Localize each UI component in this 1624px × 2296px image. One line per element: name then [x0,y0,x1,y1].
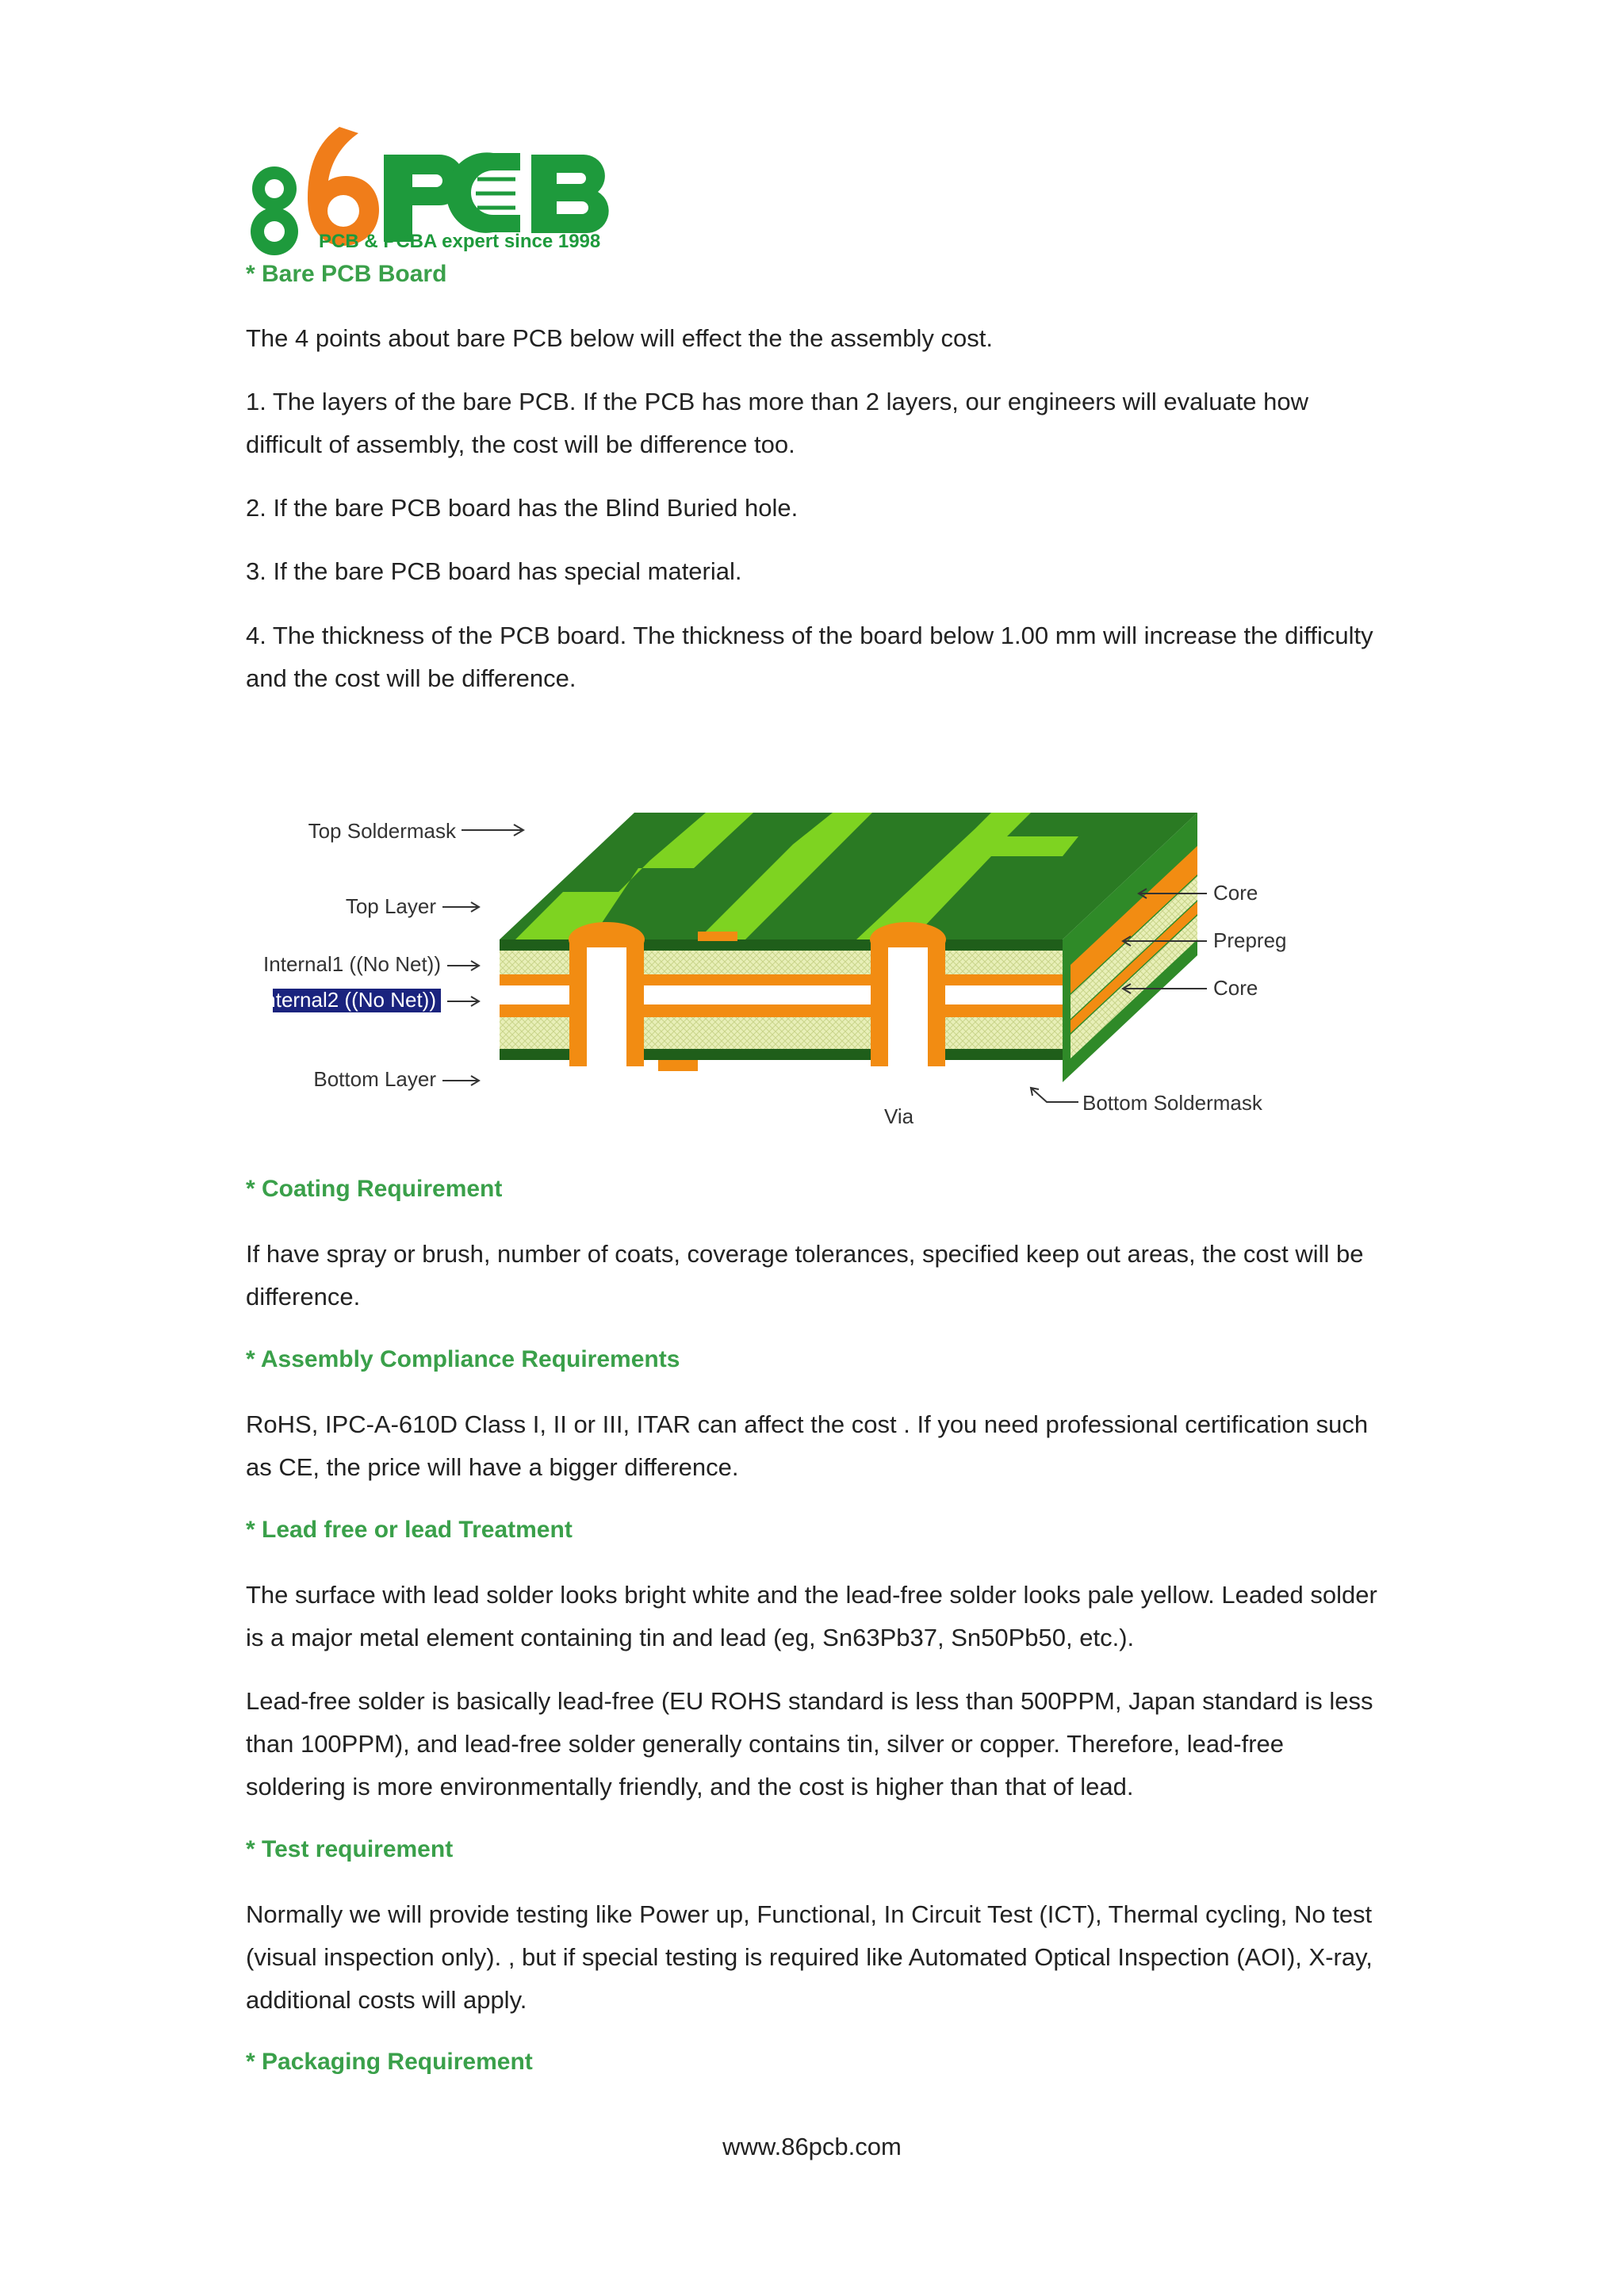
label-top-soldermask: Top Soldermask [308,819,456,843]
heading-lead: * Lead free or lead Treatment [246,1517,573,1543]
label-core-top: Core [1213,881,1258,905]
bare-pcb-intro: The 4 points about bare PCB below will effect the the assembly cost. [246,324,993,352]
label-core-bottom: Core [1213,976,1258,1000]
coating-text: If have spray or brush, number of coats, coverage tolerances, specified keep out areas, the cost will be difference. [246,1240,1364,1311]
lead-text-1: The surface with lead solder looks bright white and the lead-free solder looks pale yellow. Leaded solder is a major metal element containing tin and lead (eg, Sn63Pb37, Sn50Pb50, etc.). [246,1581,1377,1651]
bare-pcb-point-4: 4. The thickness of the PCB board. The thickness of the board below 1.00 mm will increase the difficulty and the cost will be difference. [246,622,1373,692]
logo-tagline: PCB & PCBA expert since 1998 [319,231,601,252]
heading-compliance: * Assembly Compliance Requirements [246,1346,680,1372]
label-internal1: Internal1 ((No Net)) [263,952,441,976]
top-pad [698,932,737,941]
test-text: Normally we will provide testing like Power up, Functional, In Circuit Test (ICT), Thermal cycling, No test (visual inspection only). , but if special testing is required like Automated Optical Inspection (AOI), X-ray, additional costs will apply. [246,1900,1373,2014]
label-bottom-layer: Bottom Layer [313,1067,436,1091]
pcb-stackup-diagram [259,781,1324,1134]
heading-coating: * Coating Requirement [246,1176,503,1202]
heading-bare-pcb: * Bare PCB Board [246,261,447,287]
via-right [870,922,946,1066]
label-prepreg: Prepreg [1213,928,1287,952]
label-via: Via [884,1104,914,1128]
bare-pcb-point-3: 3. If the bare PCB board has special material. [246,557,742,585]
compliance-text: RoHS, IPC-A-610D Class I, II or III, ITAR can affect the cost . If you need professional certification such as CE, the price will have a bigger difference. [246,1410,1369,1481]
via-left [569,922,645,1066]
label-bottom-soldermask: Bottom Soldermask [1082,1091,1262,1115]
bare-pcb-point-2: 2. If the bare PCB board has the Blind Buried hole. [246,494,799,522]
label-top-layer: Top Layer [345,894,436,918]
heading-packaging: * Packaging Requirement [246,2049,533,2075]
label-internal2: Internal2 ((No Net)) [259,988,436,1012]
footer-url[interactable]: www.86pcb.com [722,2133,902,2160]
lead-text-2: Lead-free solder is basically lead-free (EU ROHS standard is less than 500PPM, Japan standard is less than 100PPM), and lead-free solder generally contains tin, silver or copper. Therefore, lead-free soldering is more environmentally friendly, and the cost is higher than that of lead. [246,1687,1373,1800]
bare-pcb-point-1: 1. The layers of the bare PCB. If the PCB has more than 2 layers, our engineers will evaluate how difficult of assembly, the cost will be difference too. [246,388,1309,458]
bottom-pad [658,1060,698,1071]
86pcb-logo [246,111,626,254]
heading-test: * Test requirement [246,1836,454,1862]
